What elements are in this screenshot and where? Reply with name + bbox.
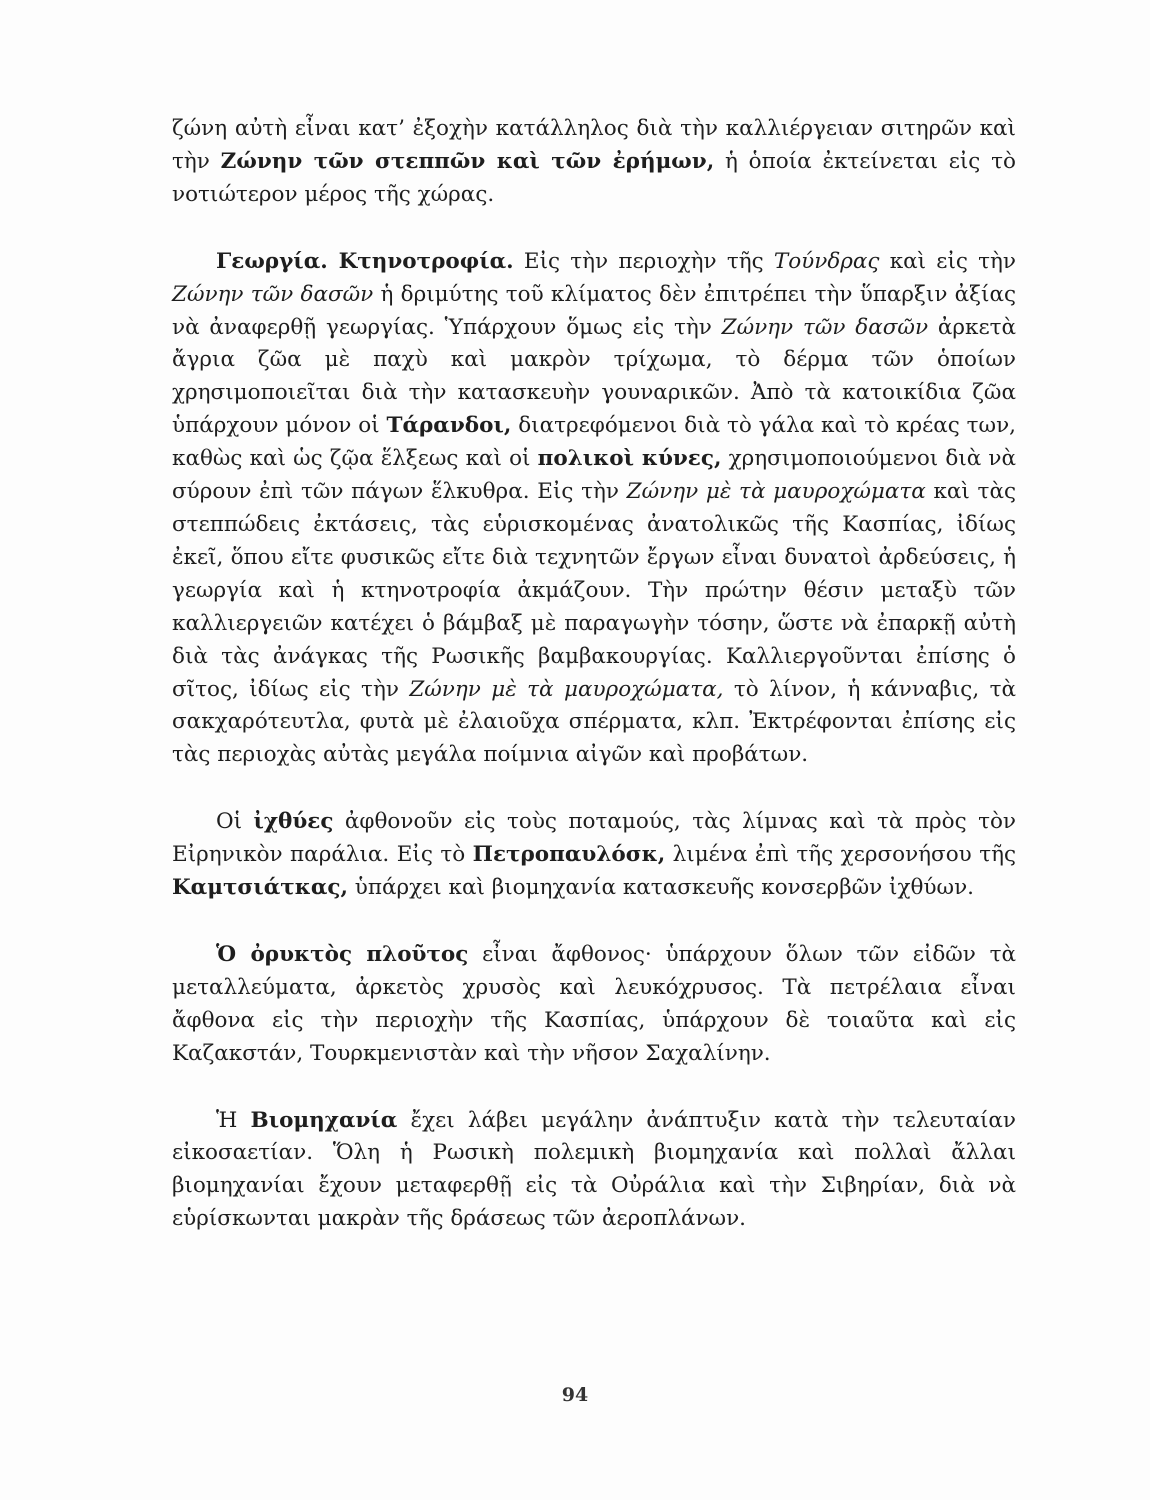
bold-term: Καμτσιάτκας, [172,875,348,901]
text-segment: τὸ λίνον, ἡ κάνναβις, τὰ σακχαρότευτλα, φυτὰ μὲ ἐλαιοῦχα σπέρματα, κλπ. Ἐκτρέφονται ἐπίσης εἰς τὰς περιοχὰς αὐτὰς μεγάλα ποίμνια αἰγῶν καὶ προβάτων. [172,676,1016,768]
text-segment: διατρεφόμενοι διὰ τὸ γάλα καὶ τὸ κρέας των, καθὼς καὶ ὡς ζῷα ἕλξεως καὶ οἱ [172,413,1016,472]
text-segment: Οἱ [216,809,254,835]
text-segment: καὶ τὰς στεππώδεις ἐκτάσεις, τὰς εὑρισκομένας ἀνατολικῶς τῆς Κασπίας, ἰδίως ἐκεῖ, ὅπου εἴτε φυσικῶς εἴτε διὰ τεχνητῶν ἔργων εἶναι δυνατοὶ ἀρδεύσεις, ἡ γεωργία καὶ ἡ κτηνοτροφία ἀκμάζουν. Τὴν πρώτην θέσιν μεταξὺ τῶν καλλιεργειῶν κατέχει ὁ βάμβαξ μὲ παραγωγὴν τόσην, ὥστε νὰ ἐπαρκῇ αὐτὴ διὰ τὰς ἀνάγκας τῆς Ρωσικῆς βαμβακουργίας. Καλλιεργοῦνται ἐπίσης ὁ σῖτος, ἰδίως εἰς τὴν [172,479,1017,702]
bold-term: Τάρανδοι, [386,413,512,439]
text-segment: ἀρκετὰ ἄγρια ζῶα μὲ παχὺ καὶ μακρὸν τρίχωμα, τὸ δέρμα τῶν ὁποίων χρησιμοποιεῖται διὰ τὴν κατασκευὴν γουναρικῶν. Ἀπὸ τὰ κατοικίδια ζῶα ὑπάρχουν μόνον οἱ [172,314,1016,439]
bold-term: ἰχθύες [253,809,334,835]
text-segment: χρησιμοποιούμενοι διὰ νὰ σύρουν ἐπὶ τῶν πάγων ἕλκυθρα. Εἰς τὴν [172,446,1016,505]
bold-term: Ζώνην τῶν στεππῶν καὶ τῶν ἐρήμων, [220,148,715,174]
paragraph-mineral-wealth [172,939,1016,1071]
bold-term: Πετροπαυλόσκ, [472,842,666,868]
text-segment: ἔχει λάβει μεγάλην ἀνάπτυξιν κατὰ τὴν τελευταίαν εἰκοσαετίαν. Ὅλη ἡ Ρωσικὴ πολεμικὴ βιομηχανία καὶ πολλαὶ ἄλλαι βιομηχανίαι ἔχουν μεταφερθῇ εἰς τὰ Οὐράλια καὶ τὴν Σιβηρίαν, διὰ νὰ εὑρίσκωνται μακρὰν τῆς δράσεως τῶν ἀεροπλάνων. [172,1107,1016,1232]
italic-term: Ζώνην μὲ τὰ μαυροχώματα [626,479,926,505]
paragraph-industry [172,1105,1016,1237]
text-segment: ζώνη αὐτὴ εἶναι κατ’ ἐξοχὴν κατάλληλος διὰ τὴν καλλιέργειαν σιτηρῶν καὶ τὴν [172,116,1016,174]
paragraph-wheat-steppes [172,113,1016,212]
text-segment: λιμένα ἐπὶ τῆς χερσονήσου τῆς [665,842,1017,868]
section-heading: Γεωργία. Κτηνοτροφία. [216,248,514,274]
bold-term: Ὁ ὀρυκτὸς πλοῦτος [216,941,469,967]
text-segment: εἶναι ἄφθονος· ὑπάρχουν ὅλων τῶν εἰδῶν τὰ μεταλλεύματα, ἀρκετὸς χρυσὸς καὶ λευκόχρυσος. Τὰ πετρέλαια εἶναι ἄφθονα εἰς τὴν περιοχὴν τῆς Κασπίας, ὑπάρχουν δὲ τοιαῦτα καὶ εἰς Καζακστάν, Τουρκμενιστὰν καὶ τὴν νῆσον Σαχαλίνην. [172,941,1016,1066]
italic-term: Ζώνην τῶν δασῶν [721,314,929,340]
paragraph-agriculture-livestock [172,246,1016,773]
page-number: 94 [561,1384,589,1406]
italic-term: Ζώνην τῶν δασῶν [172,281,374,307]
page-body [172,113,1016,1236]
paragraph-fish [172,806,1016,905]
text-segment: ἀφθονοῦν εἰς τοὺς ποταμούς, τὰς λίμνας καὶ τὰ πρὸς τὸν Εἰρηνικὸν παράλια. Εἰς τὸ [172,809,1016,868]
italic-term: Ζώνην μὲ τὰ μαυροχώματα, [409,676,724,702]
bold-term: Βιομηχανία [250,1107,398,1133]
text-segment: ἡ ὁποία ἐκτείνεται εἰς τὸ νοτιώτερον μέρος τῆς χώρας. [172,148,1016,207]
italic-term: Τούνδρας [773,248,880,274]
text-segment: Ἡ [216,1107,251,1133]
text-segment: καὶ εἰς τὴν [879,248,1016,274]
text-segment: ἡ δριμύτης τοῦ κλίματος δὲν ἐπιτρέπει τὴν ὕπαρξιν ἀξίας νὰ ἀναφερθῇ γεωργίας. Ὑπάρχουν ὅμως εἰς τὴν [172,281,1016,340]
text-segment: ὑπάρχει καὶ βιομηχανία κατασκευῆς κονσερβῶν ἰχθύων. [347,875,974,901]
bold-term: πολικοὶ κύνες, [537,446,722,472]
text-segment: Εἰς τὴν περιοχὴν τῆς [513,248,774,274]
